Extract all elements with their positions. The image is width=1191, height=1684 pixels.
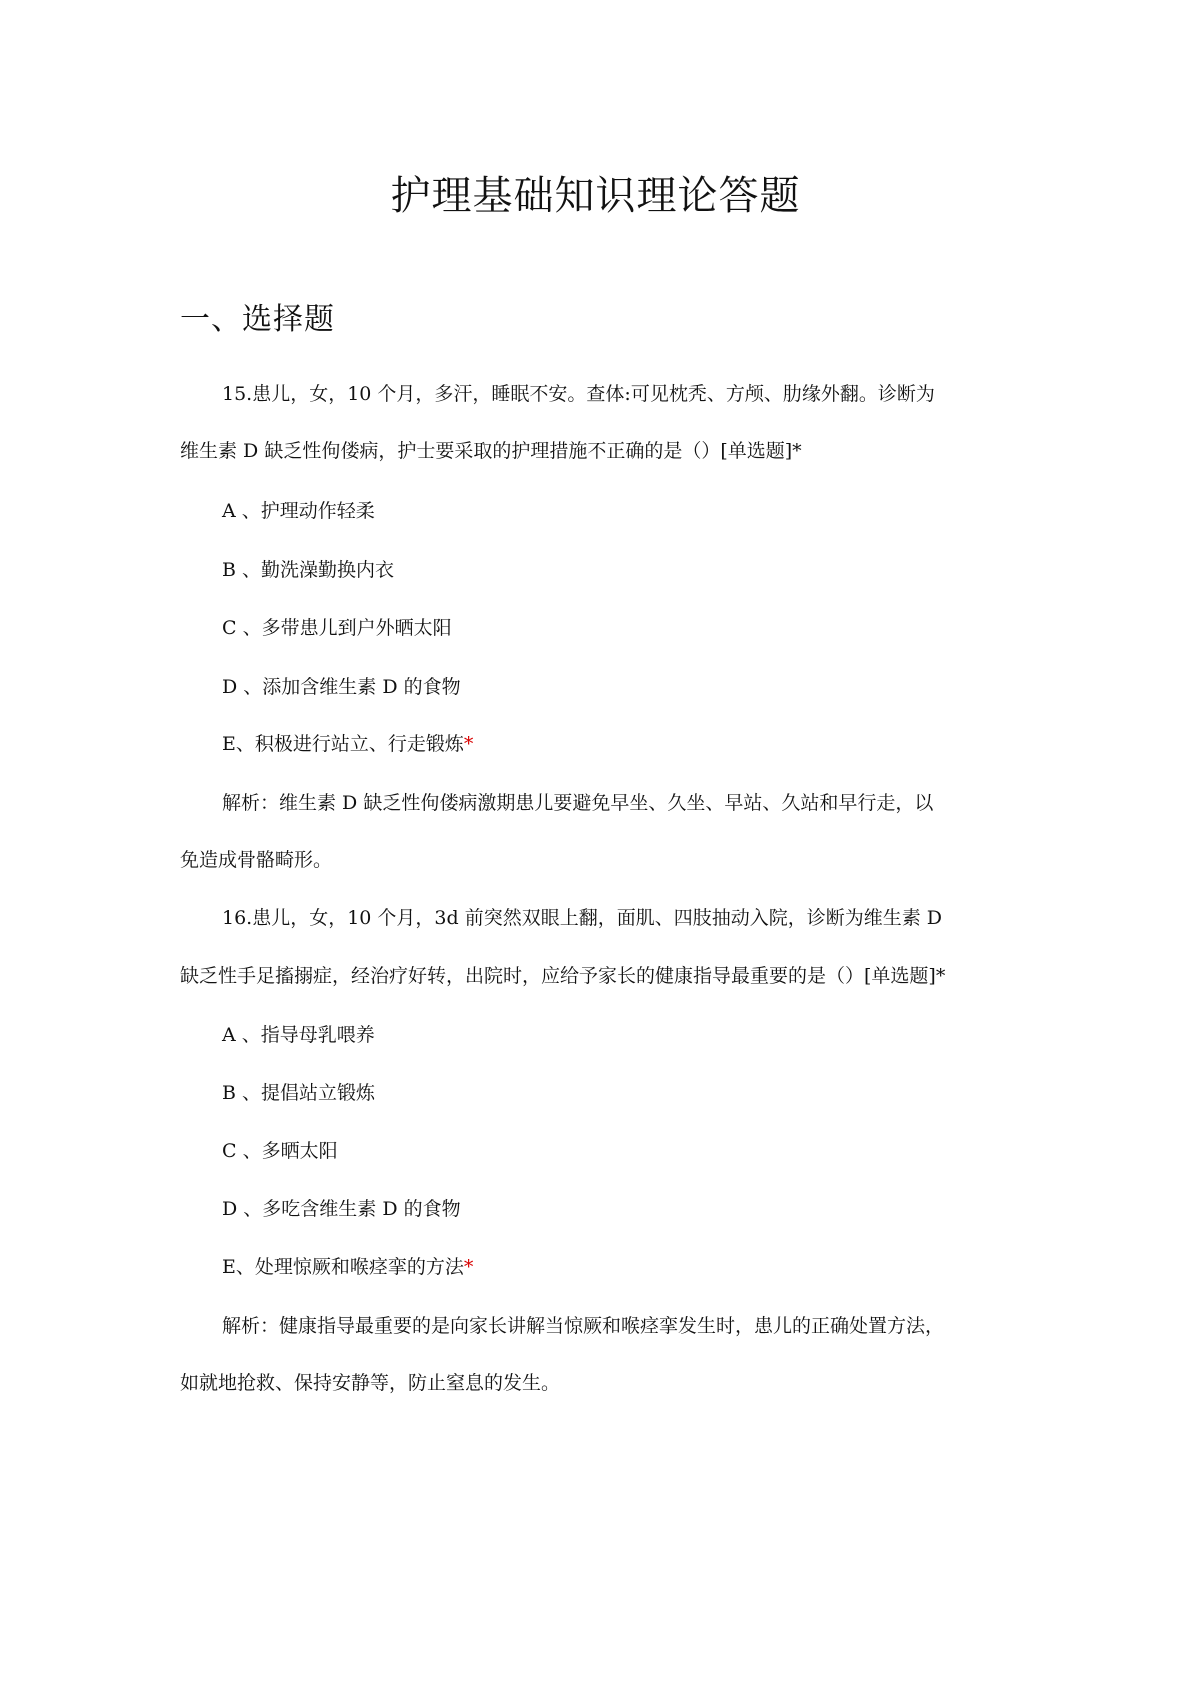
question-16-text-line-1: 16.患儿，女，10 个月，3d 前突然双眼上翻，面肌、四肢抽动入院，诊断为维生素 D [222,907,942,929]
question-15-option-a: A 、护理动作轻柔 [222,500,375,522]
question-15-option-d: D 、添加含维生素 D 的食物 [222,676,461,698]
required-mark: * [935,965,946,987]
correct-answer-mark: * [463,733,474,755]
question-15-option-c: C 、多带患儿到户外晒太阳 [222,617,452,639]
question-16-analysis-line-1: 解析：健康指导最重要的是向家长讲解当惊厥和喉痉挛发生时，患儿的正确处置方法， [222,1315,945,1337]
question-15-text-line-1: 15.患儿，女，10 个月，多汗，睡眠不安。查体:可见枕秃、方颅、肋缘外翻。诊断为 [222,383,935,405]
question-16-option-e-label: E、处理惊厥和喉痉挛的方法 [222,1256,464,1278]
question-15-analysis-line-2: 免造成骨骼畸形。 [180,849,333,871]
question-15-stem-end: 维生素 D 缺乏性佝偻病，护士要采取的护理措施不正确的是（）[单选题] [180,440,793,462]
question-16-option-c: C 、多晒太阳 [222,1140,338,1162]
question-15-option-b: B 、勤洗澡勤换内衣 [222,559,395,581]
question-15-option-e [222,730,473,758]
question-15-option-e-label: E、积极进行站立、行走锻炼 [222,733,464,755]
question-15-analysis-line-1: 解析：维生素 D 缺乏性佝偻病激期患儿要避免早坐、久坐、早站、久站和早行走，以 [222,792,934,814]
question-16-stem-end: 缺乏性手足搐搦症，经治疗好转，出院时，应给予家长的健康指导最重要的是（）[单选题] [180,965,936,987]
document-title: 护理基础知识理论答题 [390,173,801,219]
question-16-option-b: B 、提倡站立锻炼 [222,1082,376,1104]
question-16-option-d: D 、多吃含维生素 D 的食物 [222,1198,461,1220]
question-16-text-line-2 [180,962,945,990]
section-title: 一、选择题 [180,302,335,337]
question-16-option-a: A 、指导母乳喂养 [222,1024,375,1046]
question-16-option-e [222,1253,473,1281]
question-15-text-line-2 [180,437,802,465]
correct-answer-mark: * [463,1256,474,1278]
question-16-analysis-line-2: 如就地抢救、保持安静等，防止窒息的发生。 [180,1372,561,1394]
required-mark: * [792,440,802,462]
